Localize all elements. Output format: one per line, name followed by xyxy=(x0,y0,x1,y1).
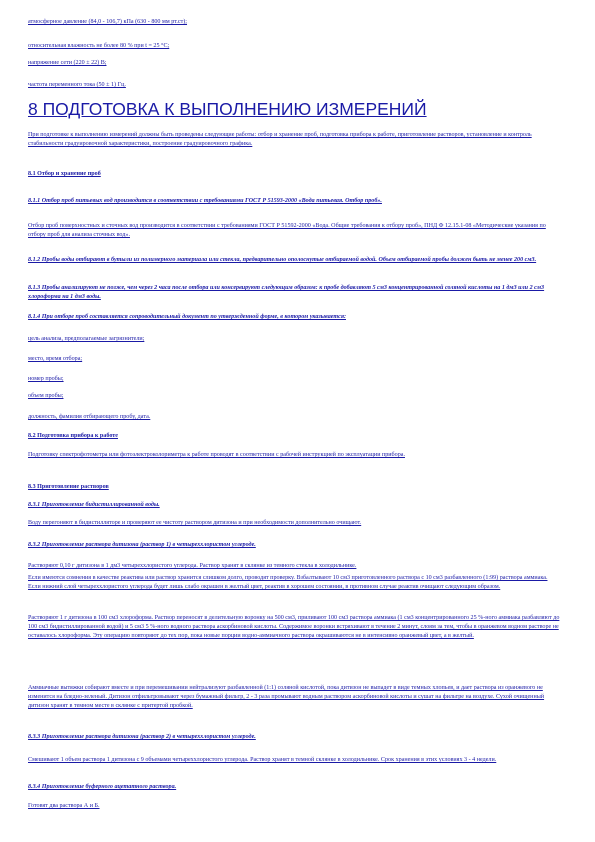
list-goal: цель анализа, предполагаемые загрязнители; xyxy=(28,336,145,342)
quality-check-paragraph: Если имеются сомнения в качестве реактива или раствор хранится слишком долго, проводят проверку. Взбалтывают 10 см3 приготовленного раствора с 10 см3 разбавленного (1:99) раствора аммиака. Если нижний слой четыреххлористого углерода будет лишь слабо окрашен в желтый цвет, реактив в хорошем состоянии, в противном случае реактив очищают следующим образом. xyxy=(28,575,548,590)
list-place: место, время отбора; xyxy=(28,356,83,362)
list-volume: объем пробы; xyxy=(28,393,64,399)
prepare-solutions-paragraph: Готовят два раствора А и Б. xyxy=(28,803,100,809)
condition-voltage: напряжение сети (220 ± 22) В; xyxy=(28,60,107,66)
section-heading: 8 ПОДГОТОВКА К ВЫПОЛНЕНИЮ ИЗМЕРЕНИЙ xyxy=(28,99,427,119)
ammonia-extract-paragraph: Аммиачные вытяжки собирают вместе и при перемешивании нейтрализуют разбавленной (1:1) соляной кислотой, пока дитизон не выпадет в виде темных хлопьев, и дает раствора из оранжевого не изменится на бледно-зеленый. Дитизон отфильтровывают через бумажный фильтр, 2 - 3 раза промывают водным раствором аскорбиновой кислоты и сушат на фильтре на воздухе. Сухой очищенный дитизон хранят в темном месте в склянке с притертой пробкой. xyxy=(28,685,545,709)
intro-paragraph: При подготовке к выполнению измерений должны быть проведены следующие работы: отбор и хранение проб, подготовка прибора к работе, приготовление растворов, установление и контроль стабильности градуировочной характеристики, построение градуировочного графика. xyxy=(28,132,532,147)
subsection-8-3-2: 8.3.2 Приготовление раствора дитизона (раствор 1) в четыреххлористом углероде. xyxy=(28,542,256,548)
subsection-8-1: 8.1 Отбор и хранение проб xyxy=(28,171,101,177)
subsection-8-1-3: 8.1.3 Пробы анализируют не позже, чем через 2 часа после отбора или консервируют следующим образом: к пробе добавляют 5 см3 концентрированной соляной кислоты на 1 дм3 или 2 см3 хлороформа на 1 дм3 воды. xyxy=(28,285,545,300)
subsection-8-1-1: 8.1.1 Отбор проб питьевых вод производится в соответствии с требованиями ГОСТ Р 51593-2000 «Вода питьевая. Отбор проб». xyxy=(28,198,382,204)
mixing-paragraph: Смешивают 1 объем раствора 1 дитизона с 9 объемами четыреххлористого углерода. Раствор хранят в темной склянке в холодильнике. Срок хранения в этих условиях 3 - 4 недели. xyxy=(28,757,497,763)
list-number: номер пробы; xyxy=(28,376,64,382)
subsection-8-3-1: 8.3.1 Приготовление бидистиллированной воды. xyxy=(28,502,160,508)
subsection-8-3-4: 8.3.4 Приготовление буферного ацетатного раствора. xyxy=(28,784,177,790)
subsection-8-1-4: 8.1.4 При отборе проб составляется сопроводительный документ по утвержденной форме, в котором указывается: xyxy=(28,314,346,320)
purification-paragraph: Растворяют 1 г дитизона в 100 см3 хлороформа. Раствор переносят в делительную воронку на 500 см3, приливают 100 см3 раствора аммиака (1 см3 концентрированного 25 %-ного аммиака разбавляют до 100 см3 бидистиллированной водой) и 5 см3 5 %-ного водного раствора аскорбиновой кислоты. Содержимое воронки встряхивают в течение 2 минут, слоям за тем, чтобы в оранжевом водном растворе не оставалось хлороформа. Эту операцию повторяют до тех пор, пока новые порции водно-аммиачного раствора окрашиваются не в интенсивно оранжевый цвет, а в желтый. xyxy=(28,615,560,639)
surface-water-paragraph: Отбор проб поверхностных и сточных вод производится в соответствии с требованиями ГОСТ Р 51592-2000 «Вода. Общие требования к отбору проб», ПНД Ф 12.15.1-08 «Методические указания по отбору проб для анализа сточных вод». xyxy=(28,223,546,238)
subsection-8-3-3: 8.3.3 Приготовление раствора дитизона (раствор 2) в четыреххлористом углероде. xyxy=(28,734,256,740)
condition-humidity: относительная влажность не более 80 % при t = 25 °С; xyxy=(28,43,170,49)
condition-frequency: частота переменного тока (50 ± 1) Гц. xyxy=(28,82,126,88)
condition-pressure: атмосферное давление (84,0 - 106,7) кПа (630 - 800 мм рт.ст); xyxy=(28,19,188,25)
prep-paragraph: Подготовку спектрофотометра или фотоэлектроколориметра к работе проводят в соответствии с рабочей инструкцией по эксплуатации прибора. xyxy=(28,452,405,458)
bidistilled-paragraph: Воду перегоняют в бидистилляторе и проверяют ее чистоту раствором дитизона и при необходимости дополнительно очищают. xyxy=(28,520,362,526)
subsection-8-3: 8.3 Приготовление растворов xyxy=(28,484,109,490)
subsection-8-1-2: 8.1.2 Пробы воды отбирают в бутыли из полимерного материала или стекла, предварительно ополоснутые отбираемой водой. Объем отбираемой пробы должен быть не менее 200 см3. xyxy=(28,257,537,263)
subsection-8-2: 8.2 Подготовка прибора к работе xyxy=(28,433,118,439)
dithizone-paragraph: Растворяют 0,10 г дитизона в 1 дм3 четыреххлористого углерода. Раствор хранят в склянке из темного стекла в холодильнике. xyxy=(28,563,357,569)
list-position: должность, фамилия отбирающего пробу, дата. xyxy=(28,414,151,420)
